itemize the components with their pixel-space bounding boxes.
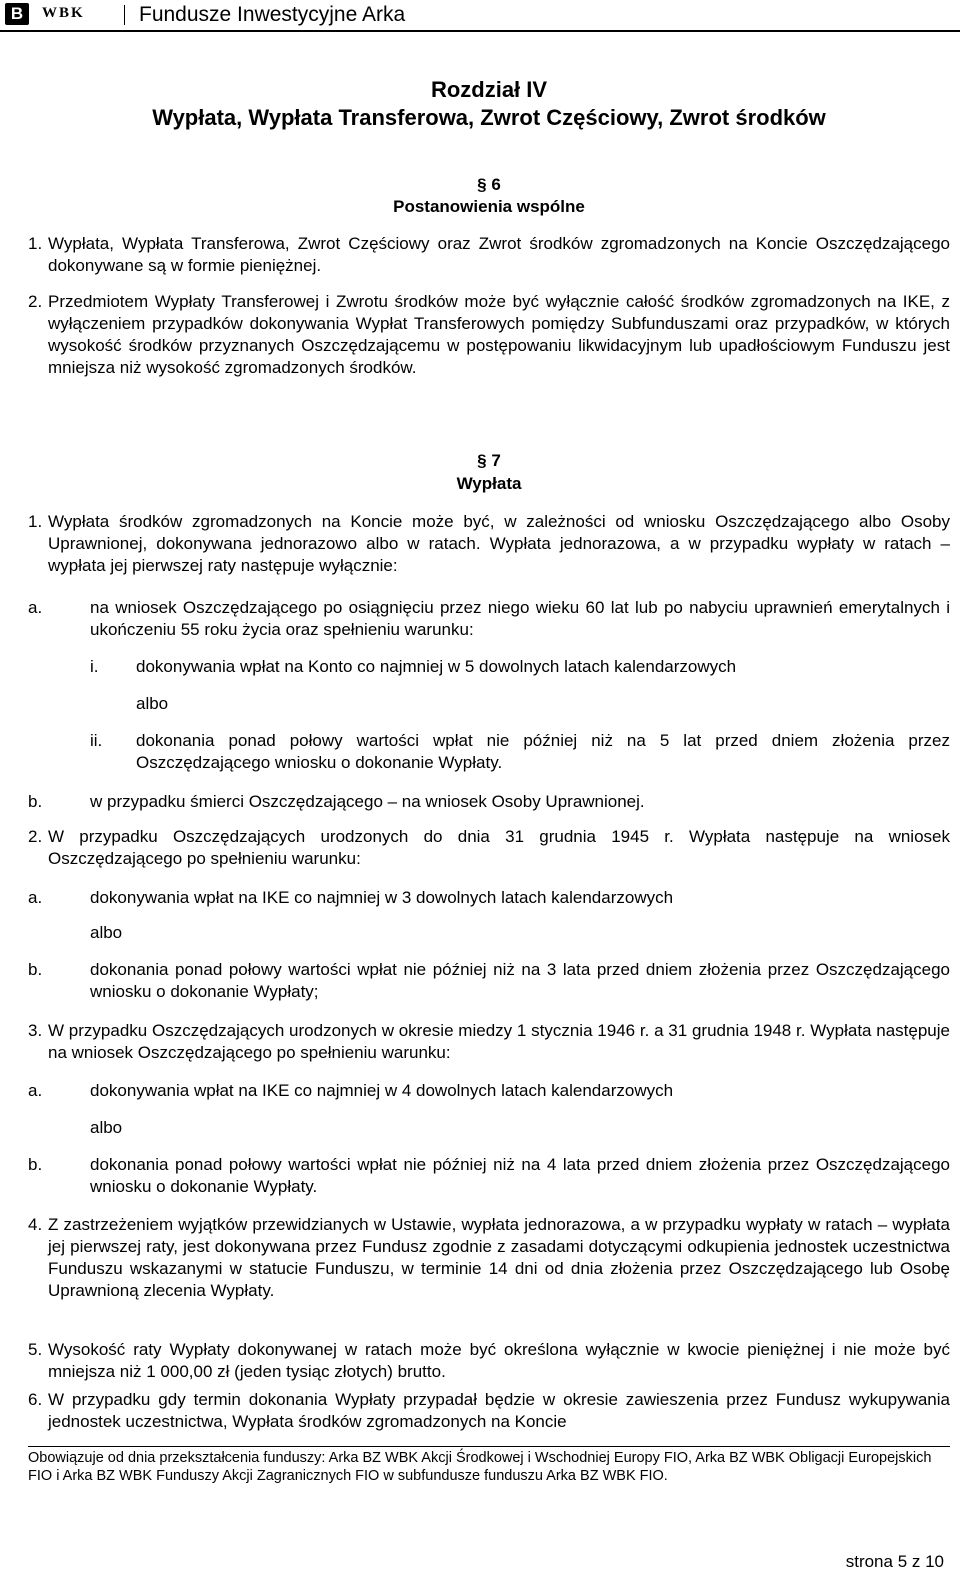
albo-text: albo: [136, 694, 169, 713]
list-letter: a.: [28, 598, 43, 617]
list-number: 5.: [28, 1340, 43, 1359]
paragraph: W przypadku Oszczędzających urodzonych do dnia 31 grudnia 1945 r. Wypłata następuje na wniosek Oszczędzającego po spełnieniu warunku:: [48, 827, 950, 868]
header-divider: [124, 5, 125, 25]
list-roman: i.: [90, 657, 99, 676]
list-number: 6.: [28, 1390, 43, 1409]
paragraph: W przypadku Oszczędzających urodzonych w okresie miedzy 1 stycznia 1946 r. a 31 grudnia 1948 r. Wypłata następuje na wniosek Oszczędzającego po spełnieniu warunku:: [48, 1021, 950, 1062]
bank-logo-icon: B: [5, 3, 29, 25]
list-letter: b.: [28, 1155, 43, 1174]
list-number: 2.: [28, 292, 43, 311]
page-footer: Obowiązuje od dnia przekształcenia funduszy: Arka BZ WBK Akcji Środkowej i Wschodniej Europy FIO, Arka BZ WBK Obligacji Europejskich FIO i Arka BZ WBK Funduszy Akcji Zagranicznych FIO w subfundusze funduszu Arka BZ WBK FIO.: [28, 1446, 950, 1485]
list-letter: a.: [28, 1081, 43, 1100]
paragraph: dokonania ponad połowy wartości wpłat nie później niż na 3 lata przed dniem złożenia przez Oszczędzającego wniosku o dokonanie Wypłaty;: [90, 960, 950, 1001]
albo-text: albo: [90, 923, 123, 942]
paragraph: dokonywania wpłat na IKE co najmniej w 4 dowolnych latach kalendarzowych: [90, 1081, 674, 1100]
paragraph: W przypadku gdy termin dokonania Wypłaty przypadał będzie w okresie zawieszenia przez Fundusz wykupywania jednostek uczestnictwa, Wypłata środków zgromadzonych na Koncie: [48, 1390, 950, 1431]
list-number: 2.: [28, 827, 43, 846]
paragraph: dokonywania wpłat na Konto co najmniej w 5 dowolnych latach kalendarzowych: [136, 657, 737, 676]
paragraph: Wypłata środków zgromadzonych na Koncie może być, w zależności od wniosku Oszczędzającego albo Osoby Uprawnionej, dokonywana jednorazowo albo w ratach. Wypłata jednorazowa, a w przypadku wypłaty w ratach – wypłata jej pierwszej raty następuje wyłącznie:: [48, 512, 950, 575]
list-letter: b.: [28, 960, 43, 979]
paragraph: Przedmiotem Wypłaty Transferowej i Zwrotu środków może być wyłącznie całość środków zgromadzonych na IKE, z wyłączeniem przypadków dokonywania Wypłat Transferowych pomiędzy Subfunduszami oraz przypadków, w których wysokość środków przyznanych Oszczędzającemu w postępowaniu likwidacyjnym lub upadłościowym Funduszu jest mniejsza niż wysokość zgromadzonych środków.: [48, 292, 950, 377]
section-6-title: Postanowienia wspólne: [393, 197, 585, 216]
list-number: 1.: [28, 512, 43, 531]
paragraph: Wysokość raty Wypłaty dokonywanej w ratach może być określona wyłącznie w kwocie pieniężnej i nie może być mniejsza niż 1 000,00 zł (jeden tysiąc złotych) brutto.: [48, 1340, 950, 1381]
paragraph: na wniosek Oszczędzającego po osiągnięciu przez niego wieku 60 lat lub po nabyciu uprawnień emerytalnych i ukończeniu 55 roku życia oraz spełnieniu warunku:: [90, 598, 950, 639]
paragraph: w przypadku śmierci Oszczędzającego – na wniosek Osoby Uprawnionej.: [90, 792, 645, 811]
list-letter: b.: [28, 792, 43, 811]
header-title: Fundusze Inwestycyjne Arka: [139, 3, 406, 26]
list-number: 4.: [28, 1215, 43, 1234]
paragraph: dokonania ponad połowy wartości wpłat nie później niż na 4 lata przed dniem złożenia przez Oszczędzającego wniosku o dokonanie Wypłaty.: [90, 1155, 950, 1196]
section-7-title: Wypłata: [456, 474, 522, 493]
chapter-title: Wypłata, Wypłata Transferowa, Zwrot Częściowy, Zwrot środków: [152, 105, 826, 130]
section-7-number: § 7: [477, 451, 501, 470]
bank-logo-text: WBK: [42, 5, 85, 21]
list-number: 3.: [28, 1021, 43, 1040]
page-header: [0, 0, 960, 32]
paragraph: Z zastrzeżeniem wyjątków przewidzianych w Ustawie, wypłata jednorazowa, a w przypadku wypłaty w ratach – wypłata jej pierwszej raty, jest dokonywana przez Fundusz zgodnie z zasadami dotyczącymi odkupienia jednostek uczestnictwa Funduszu wskazanymi w statucie Funduszu, w terminie 14 dni od dnia złożenia przez Oszczędzającego lub Osobę Uprawnioną zlecenia Wypłaty.: [48, 1215, 950, 1300]
paragraph: dokonania ponad połowy wartości wpłat nie później niż na 5 lat przed dniem złożenia przez Oszczędzającego wniosku o dokonanie Wypłaty.: [136, 731, 950, 772]
list-letter: a.: [28, 888, 43, 907]
albo-text: albo: [90, 1118, 123, 1137]
chapter-label: Rozdział IV: [430, 77, 548, 102]
paragraph: dokonywania wpłat na IKE co najmniej w 3 dowolnych latach kalendarzowych: [90, 888, 674, 907]
list-number: 1.: [28, 234, 43, 253]
paragraph: Wypłata, Wypłata Transferowa, Zwrot Częściowy oraz Zwrot środków zgromadzonych na Koncie Oszczędzającego dokonywane są w formie pieniężnej.: [48, 234, 950, 275]
section-6-number: § 6: [477, 175, 501, 194]
page-number: strona 5 z 10: [845, 1552, 944, 1571]
list-roman: ii.: [90, 731, 103, 750]
